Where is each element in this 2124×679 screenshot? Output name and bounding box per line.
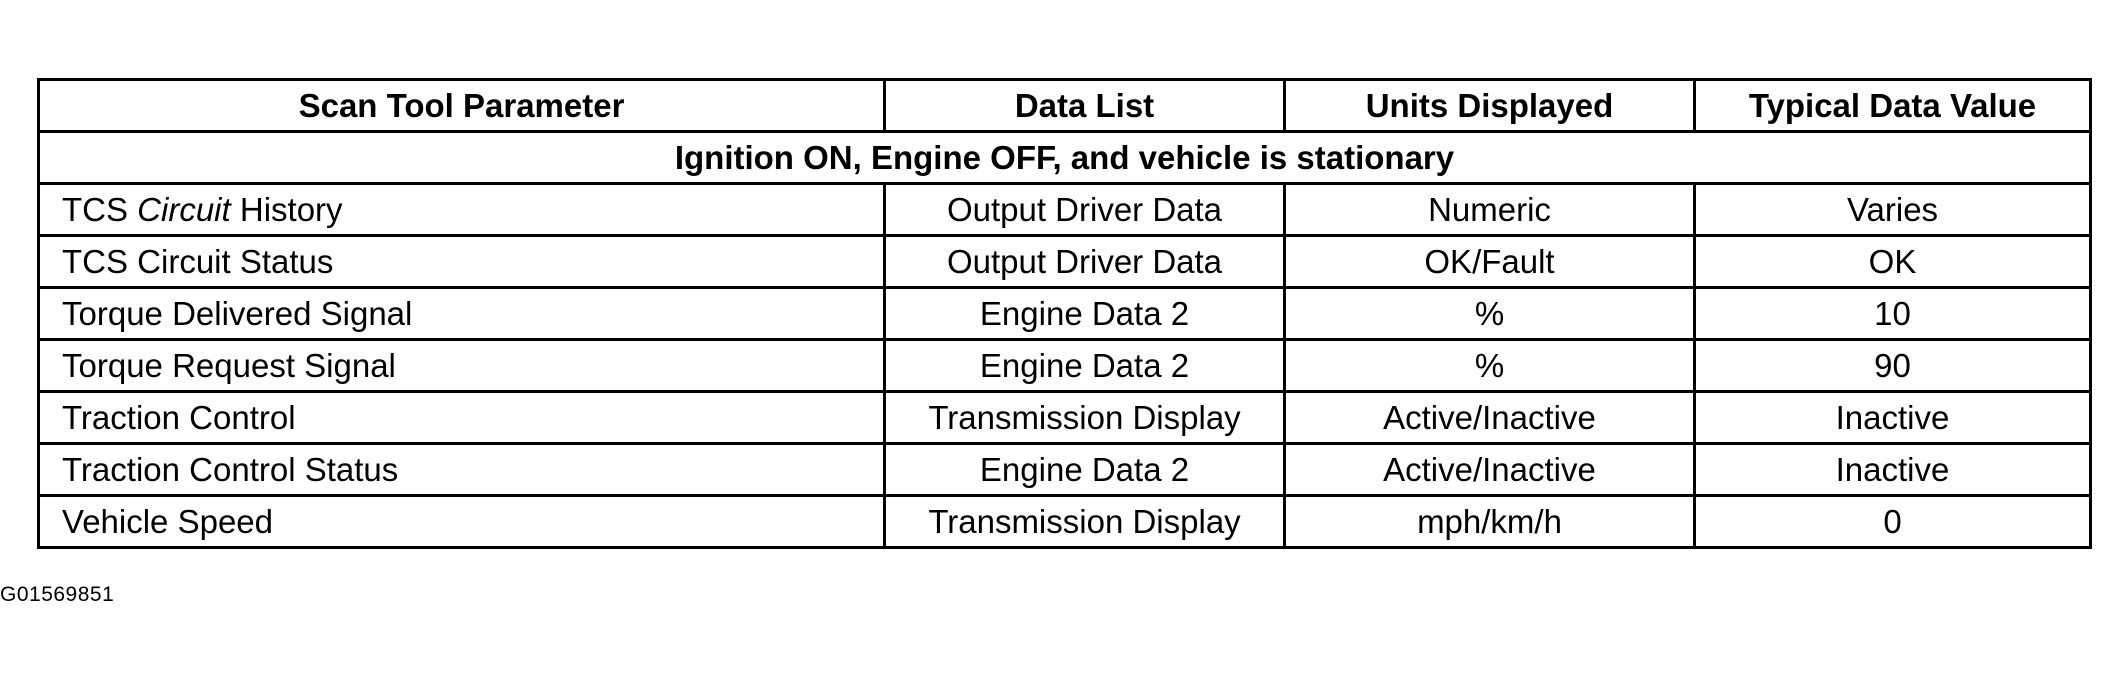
row-data-list: Transmission Display: [885, 392, 1285, 444]
table-row: [39, 236, 2091, 288]
row-value: Varies: [1695, 184, 2091, 236]
header-data-list: Data List: [885, 80, 1285, 132]
header-typical-data-value: Typical Data Value: [1695, 80, 2091, 132]
row-units: OK/Fault: [1285, 236, 1695, 288]
row-units: %: [1285, 288, 1695, 340]
row-value: Inactive: [1695, 444, 2091, 496]
row-value: 10: [1695, 288, 2091, 340]
table-row: [39, 184, 2091, 236]
row-data-list: Engine Data 2: [885, 340, 1285, 392]
row-units: Active/Inactive: [1285, 392, 1695, 444]
row-value: 0: [1695, 496, 2091, 548]
param-text: TCS: [62, 191, 138, 228]
row-parameter: Traction Control Status: [39, 444, 885, 496]
scan-tool-data-table-container: [37, 78, 2089, 549]
section-row: [39, 132, 2091, 184]
row-data-list: Output Driver Data: [885, 236, 1285, 288]
row-data-list: Transmission Display: [885, 496, 1285, 548]
row-units: mph/km/h: [1285, 496, 1695, 548]
header-scan-tool-parameter: Scan Tool Parameter: [39, 80, 885, 132]
header-units-displayed: Units Displayed: [1285, 80, 1695, 132]
row-units: Active/Inactive: [1285, 444, 1695, 496]
row-data-list: Engine Data 2: [885, 444, 1285, 496]
param-italic-text: Circuit: [137, 191, 231, 228]
row-units: %: [1285, 340, 1695, 392]
table-row: [39, 288, 2091, 340]
row-data-list: Output Driver Data: [885, 184, 1285, 236]
param-text-suffix: History: [230, 191, 343, 228]
section-title: Ignition ON, Engine OFF, and vehicle is stationary: [39, 132, 2091, 184]
row-parameter: Vehicle Speed: [39, 496, 885, 548]
table-row: [39, 496, 2091, 548]
row-parameter: Torque Request Signal: [39, 340, 885, 392]
table-row: [39, 340, 2091, 392]
row-parameter: TCS Circuit Status: [39, 236, 885, 288]
image-id-label: G01569851: [0, 583, 115, 606]
row-parameter: [39, 184, 885, 236]
row-parameter: Traction Control: [39, 392, 885, 444]
table-row: [39, 444, 2091, 496]
row-units: Numeric: [1285, 184, 1695, 236]
row-value: 90: [1695, 340, 2091, 392]
row-value: Inactive: [1695, 392, 2091, 444]
row-value: OK: [1695, 236, 2091, 288]
table-row: [39, 392, 2091, 444]
row-data-list: Engine Data 2: [885, 288, 1285, 340]
header-row: [39, 80, 2091, 132]
row-parameter: Torque Delivered Signal: [39, 288, 885, 340]
scan-tool-data-table: [37, 78, 2092, 549]
